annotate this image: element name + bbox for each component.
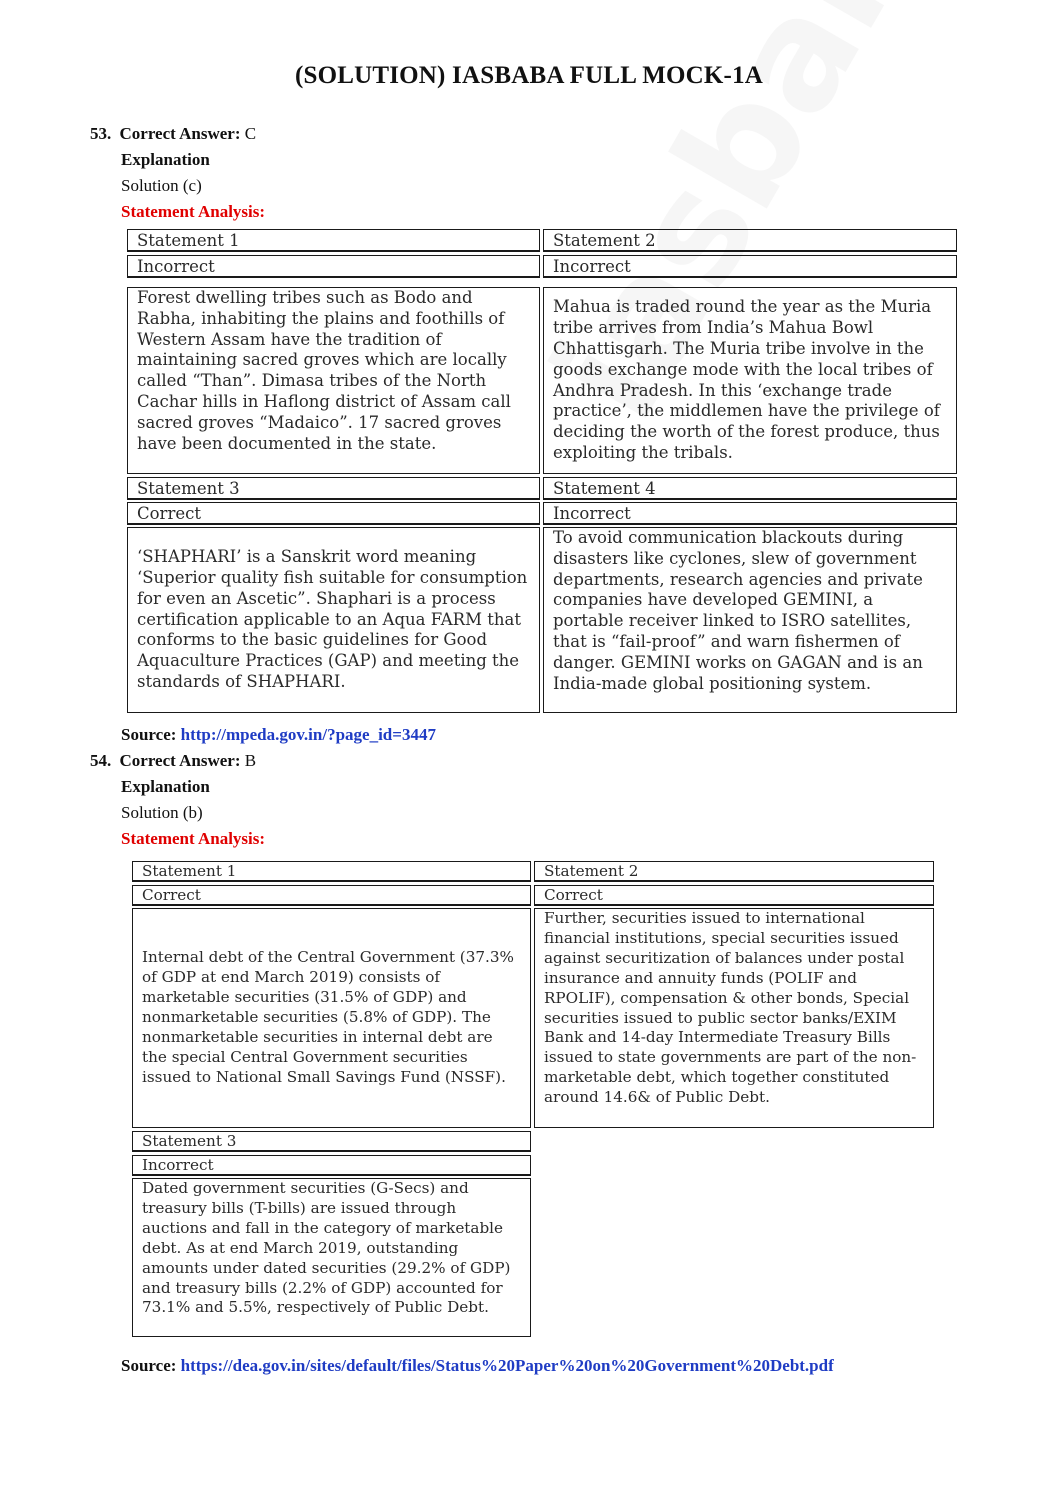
statement-text xyxy=(127,527,540,713)
source-line xyxy=(121,1356,834,1376)
source-link[interactable]: https://dea.gov.in/sites/default/files/Status%20Paper%20on%20Government%20Debt.pdf xyxy=(180,1356,834,1375)
question-number: 53. xyxy=(90,124,112,143)
statement-heading: Statement 2 xyxy=(534,861,934,882)
correct-answer-value: B xyxy=(244,751,257,770)
statement-text xyxy=(132,908,531,1128)
statement-heading: Statement 3 xyxy=(132,1131,531,1152)
statement-heading: Statement 3 xyxy=(127,477,540,500)
statement-text xyxy=(127,287,540,474)
statement-analysis-label: Statement Analysis: xyxy=(121,202,266,221)
statement-text-content: Forest dwelling tribes such as Bodo and Rabha, inhabiting the plains and foothills of Western Assam have the tradition of maintaining sacred groves which are locally called “Than”. Dimasa tribes of the North Cachar hills in Haflong district of Assam call sacred groves “Madaico”. 17 sacred groves have been documented in the state. xyxy=(137,288,511,453)
question-53-header xyxy=(90,124,256,144)
question-number: 54. xyxy=(90,751,112,770)
statement-text-content: ‘SHAPHARI’ is a Sanskrit word meaning ‘Superior quality fish suitable for consumption for even an Ascetic”. Shaphari is a process certification applicable to an Aqua FARM that conforms to the basic guidelines for Good Aquaculture Practices (GAP) and meeting the standards of SHAPHARI. xyxy=(137,547,528,691)
statement-text-content: To avoid communication blackouts during disasters like cyclones, slew of government departments, research agencies and private companies have developed GEMINI, a portable receiver linked to ISRO satellites, that is “fail-proof” and warn fishermen of danger. GEMINI works on GAGAN and is an India-made global positioning system. xyxy=(553,528,923,693)
statement-text xyxy=(543,527,957,713)
statement-text xyxy=(534,908,934,1128)
statement-verdict: Incorrect xyxy=(132,1155,531,1176)
statement-verdict: Correct xyxy=(132,885,531,906)
statement-text-content: Mahua is traded round the year as the Muria tribe arrives from India’s Mahua Bowl Chhattisgarh. The Muria tribe involve in the goods exchange mode with the local tribes of Andhra Pradesh. In this ‘exchange trade practice’, the middlemen have the privilege of deciding the worth of the forest produce, thus exploiting the tribals. xyxy=(553,297,940,462)
statement-heading: Statement 1 xyxy=(132,861,531,882)
statement-verdict: Incorrect xyxy=(543,255,957,278)
statement-verdict: Incorrect xyxy=(543,502,957,525)
statement-verdict: Correct xyxy=(534,885,934,906)
correct-answer-label: Correct Answer: xyxy=(119,124,241,143)
statement-heading: Statement 2 xyxy=(543,229,957,252)
page-title: (SOLUTION) IASBABA FULL MOCK-1A xyxy=(294,62,764,89)
statement-heading: Statement 4 xyxy=(543,477,957,500)
statement-verdict: Incorrect xyxy=(127,255,540,278)
source-label: Source: xyxy=(121,725,177,744)
question-54-header xyxy=(90,751,256,771)
correct-answer-label: Correct Answer: xyxy=(119,751,241,770)
statement-heading: Statement 1 xyxy=(127,229,540,252)
solution-label: Solution (c) xyxy=(121,176,202,195)
solution-label: Solution (b) xyxy=(121,803,203,822)
statement-verdict: Correct xyxy=(127,502,540,525)
correct-answer-value: C xyxy=(244,124,257,143)
statement-text-content: Internal debt of the Central Government (37.3% of GDP at end March 2019) consists of marketable securities (31.5% of GDP) and nonmarketable securities (5.8% of GDP). The nonmarketable securities in internal debt are the special Central Government securities issued to National Small Savings Fund (NSSF). xyxy=(142,948,514,1086)
explanation-label: Explanation xyxy=(121,150,210,169)
statement-text-content: Dated government securities (G-Secs) and treasury bills (T-bills) are issued through auctions and fall in the category of marketable debt. As at end March 2019, outstanding amounts under dated securities (29.2% of GDP) and treasury bills (2.2% of GDP) accounted for 73.1% and 5.5%, respectively of Public Debt. xyxy=(142,1179,511,1317)
source-line xyxy=(121,725,436,745)
explanation-label: Explanation xyxy=(121,777,210,796)
source-label: Source: xyxy=(121,1356,177,1375)
statement-text xyxy=(543,287,957,474)
statement-text-content: Further, securities issued to international financial institutions, special securities issued against securitization of balances under postal insurance and annuity funds (POLIF and RPOLIF), compensation & other bonds, Special securities issued to public sector banks/EXIM Bank and 14-day Intermediate Treasury Bills issued to state governments are part of the non-marketable debt, which together constituted around 14.6& of Public Debt. xyxy=(544,909,917,1107)
source-link[interactable]: http://mpeda.gov.in/?page_id=3447 xyxy=(180,725,436,744)
statement-analysis-label: Statement Analysis: xyxy=(121,829,266,848)
statement-text xyxy=(132,1178,531,1337)
